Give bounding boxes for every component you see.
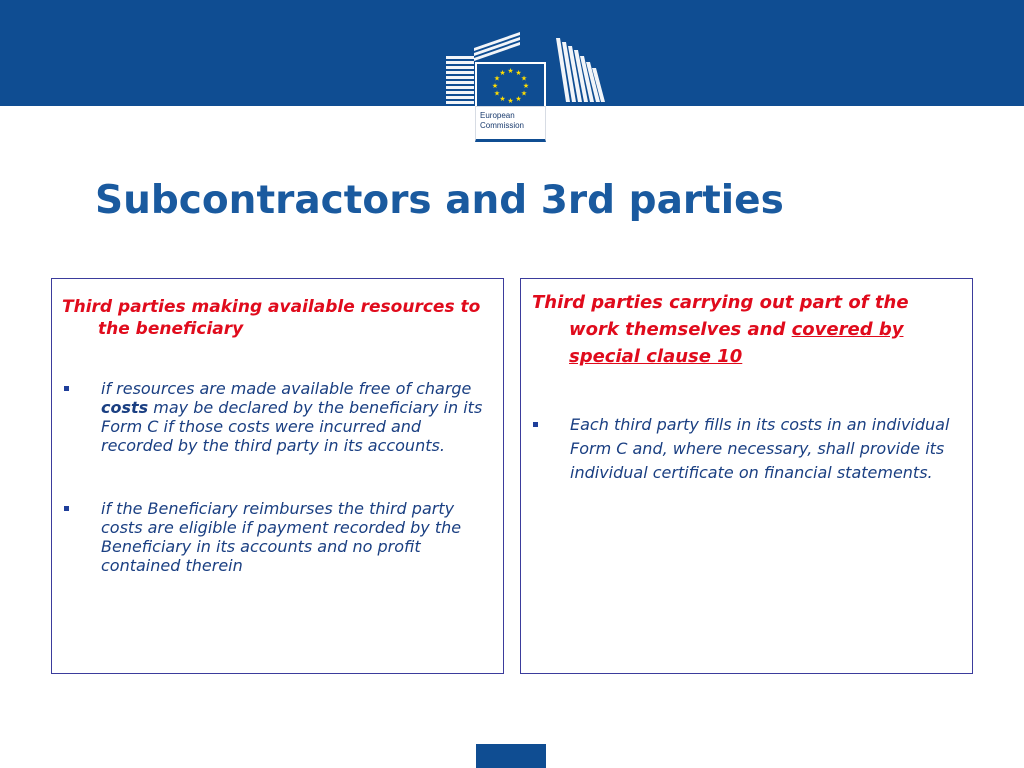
svg-text:★: ★ [491, 82, 499, 90]
bullet-text [101, 379, 489, 455]
left-panel [51, 278, 504, 674]
square-bullet-icon [533, 422, 538, 427]
svg-text:★: ★ [515, 69, 522, 77]
slide-title: Subcontractors and 3rd parties [95, 178, 784, 223]
logo-text-box [475, 106, 546, 142]
right-panel-heading [532, 289, 962, 370]
bullet-text-part: may be declared by the beneficiary in its Form C if those costs were incurred and recorded by the third party in its accounts. [101, 398, 483, 455]
heading-underlined-text: covered by special clause 10 [569, 319, 904, 367]
bottom-flag-strip [476, 744, 546, 768]
left-panel-heading: Third parties making available resources to the beneficiary [62, 297, 481, 339]
right-panel [520, 278, 973, 674]
left-bullet-2 [64, 499, 489, 575]
svg-text:★: ★ [507, 67, 514, 75]
svg-text:★: ★ [507, 97, 514, 105]
square-bullet-icon [64, 506, 69, 511]
bullet-text: Each third party fills in its costs in an individual Form C and, where necessary, shall provide its individual certificate on financial statements. [570, 415, 950, 482]
logo-text: European Commission [480, 111, 525, 130]
bullet-bold-word: costs [101, 398, 149, 417]
bullet-text-part: if resources are made available free of charge [101, 379, 472, 398]
svg-text:★: ★ [499, 69, 506, 77]
svg-text:★: ★ [493, 89, 501, 98]
svg-text:★: ★ [499, 95, 506, 103]
right-bullet-1 [533, 413, 953, 485]
bullet-text: if the Beneficiary reimburses the third party costs are eligible if payment recorded by the Beneficiary in its accounts and no profit contained therein [101, 499, 462, 575]
svg-text:★: ★ [520, 74, 528, 83]
svg-text:★: ★ [520, 89, 528, 98]
heading-text: Third parties carrying out part of the work themselves and [532, 292, 909, 340]
square-bullet-icon [64, 386, 69, 391]
svg-text:★: ★ [493, 74, 501, 83]
svg-text:★: ★ [515, 95, 522, 103]
left-bullet-1 [64, 379, 489, 455]
svg-text:★: ★ [522, 82, 530, 90]
